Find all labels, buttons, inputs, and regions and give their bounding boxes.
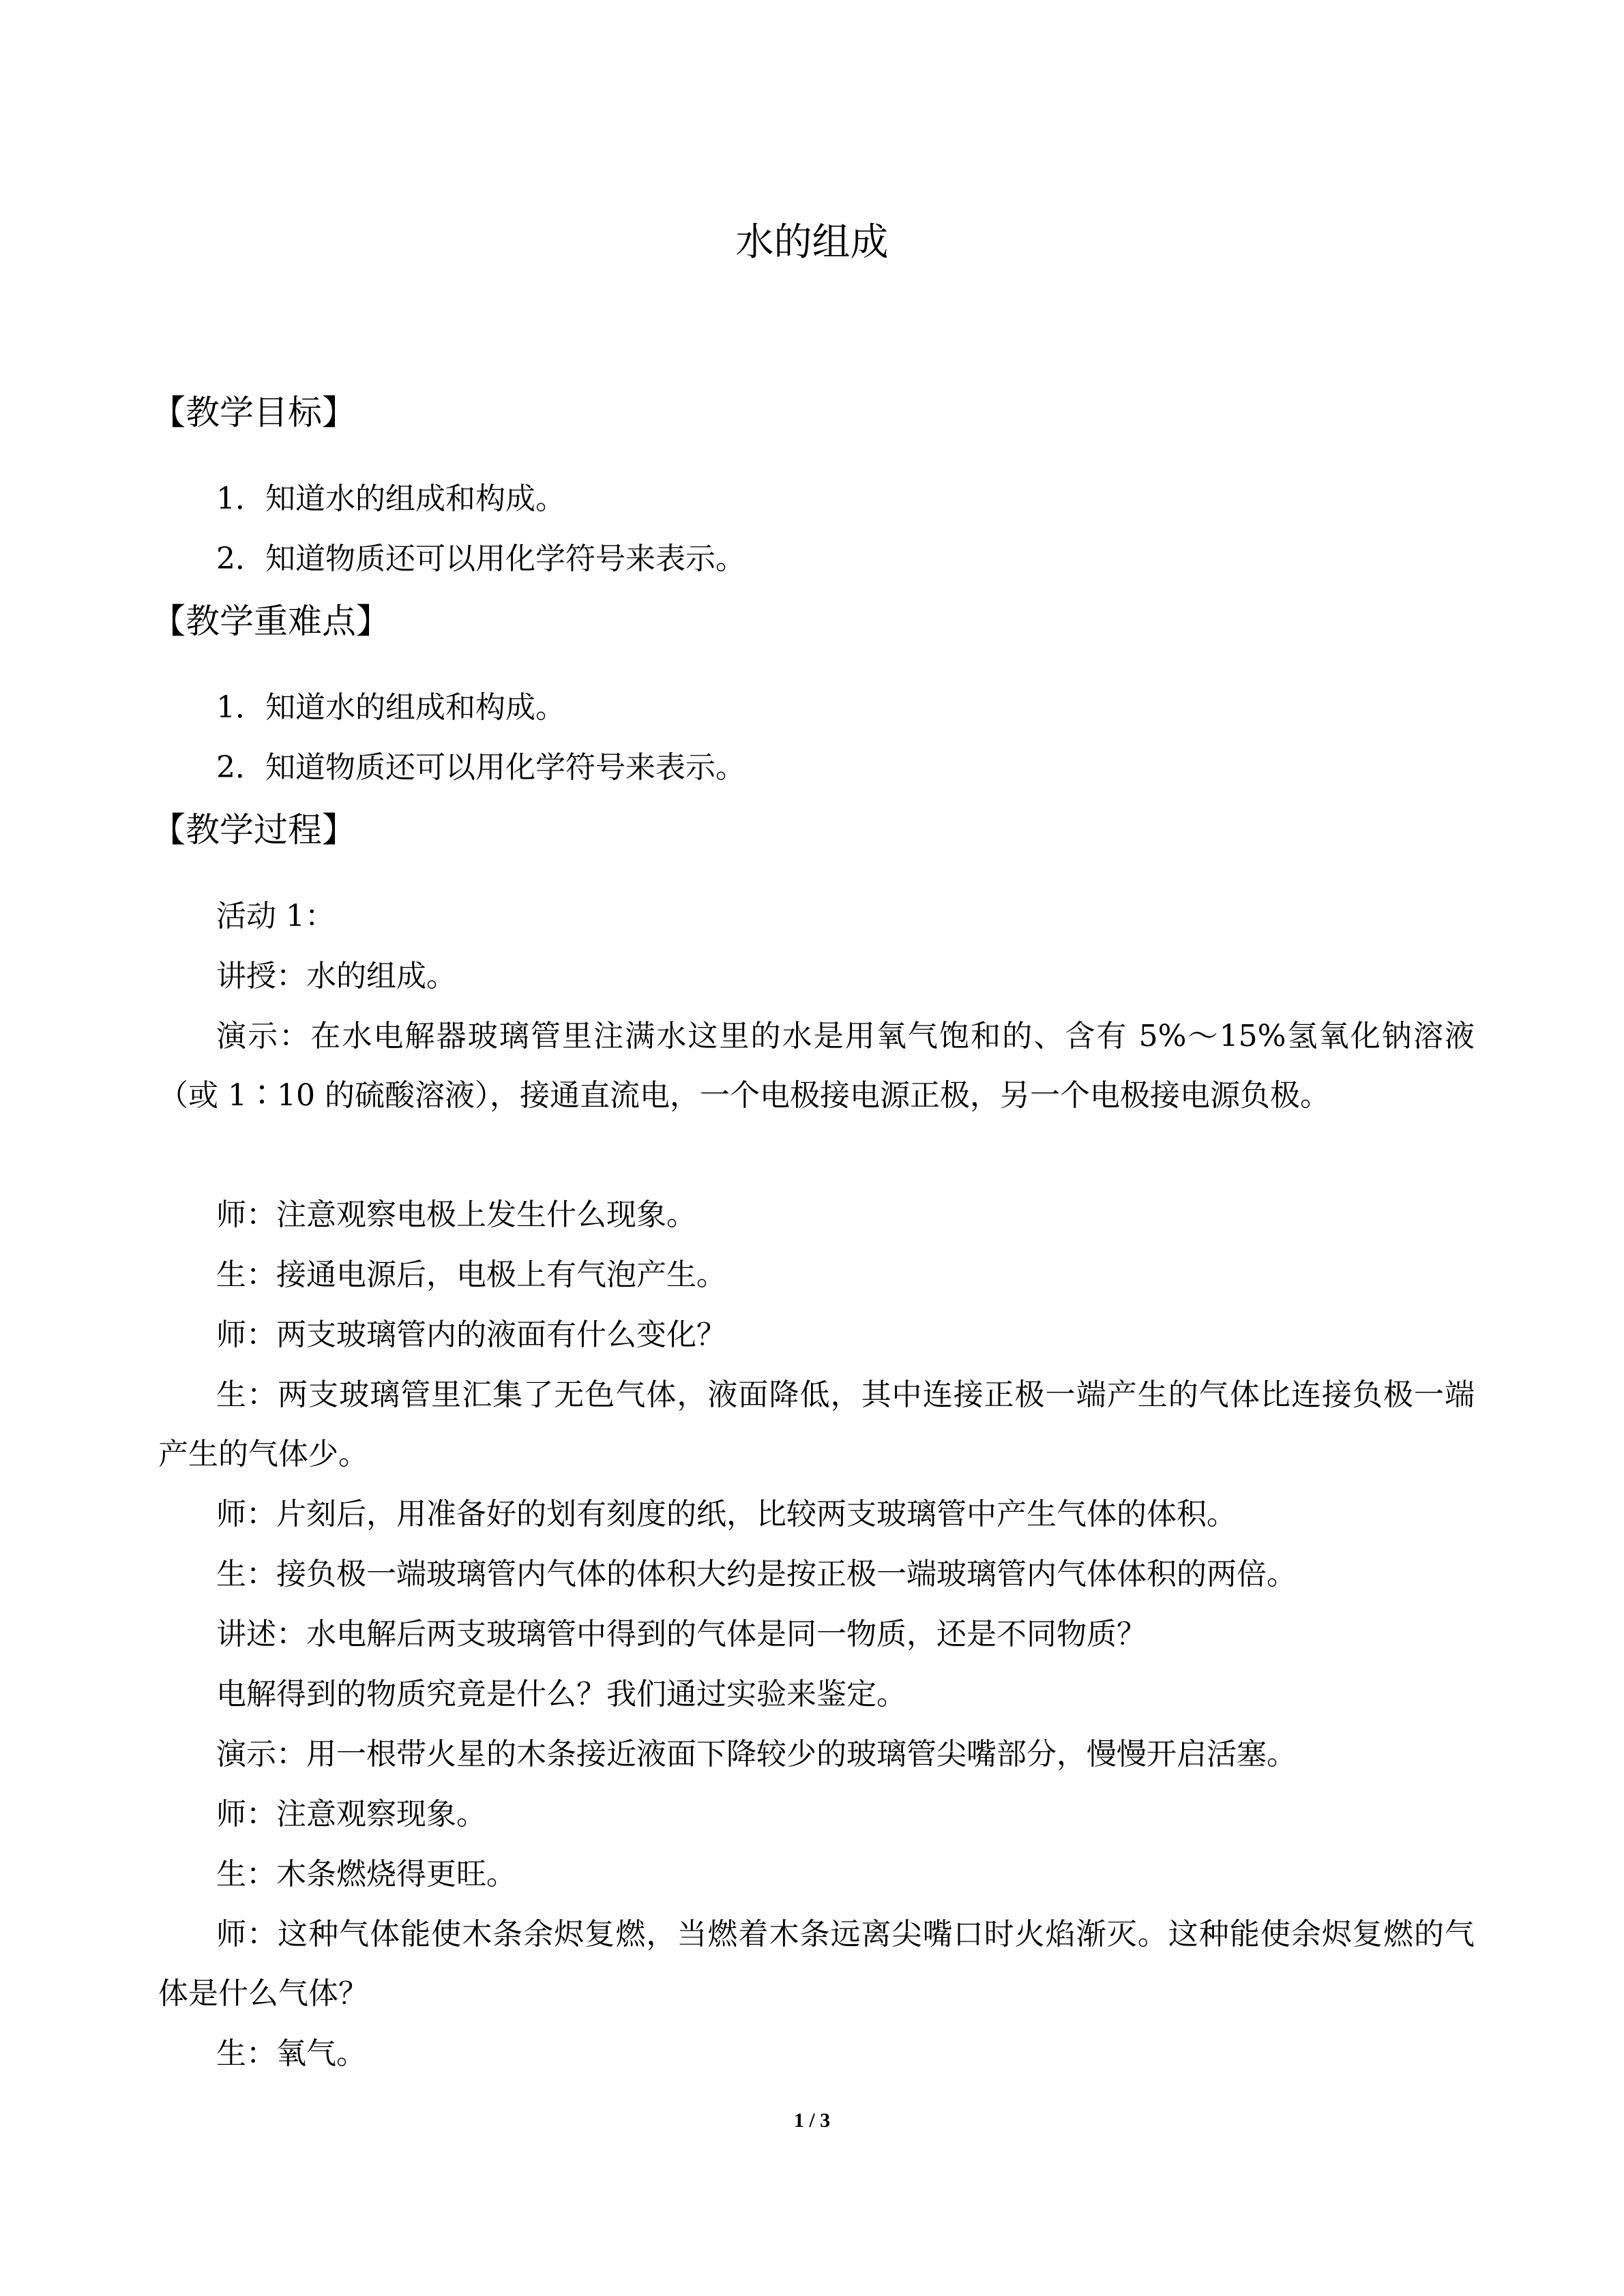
key-point-item-1: 1．知道水的组成和构成。: [216, 690, 565, 725]
process-paragraph-demo-2: 演示：用一根带火星的木条接近液面下降较少的玻璃管尖嘴部分，慢慢开启活塞。: [216, 1737, 1297, 1772]
objective-item-2: 2．知道物质还可以用化学符号来表示。: [216, 541, 745, 576]
document-title: 水的组成: [735, 220, 889, 265]
process-paragraph-teacher-3: 师：片刻后，用准备好的划有刻度的纸，比较两支玻璃管中产生气体的体积。: [216, 1497, 1237, 1532]
process-heading: 【教学过程】: [151, 810, 356, 850]
key-points-heading: 【教学重难点】: [151, 601, 390, 641]
process-paragraph-narration: 讲述：水电解后两支玻璃管中得到的气体是同一物质，还是不同物质？: [216, 1617, 1147, 1652]
process-paragraph-teacher-2: 师：两支玻璃管内的液面有什么变化？: [216, 1317, 726, 1352]
process-paragraph-lecture: 讲授：水的组成。: [216, 959, 456, 994]
process-paragraph-teacher-5: 师：这种气体能使木条余烬复燃，当燃着木条远离尖嘴口时火焰渐灭。这种能使余烬复燃的气体是什么气体？: [158, 1917, 1475, 2011]
objectives-heading: 【教学目标】: [151, 393, 356, 432]
page-number: 1 / 3: [793, 2109, 831, 2132]
process-paragraph-teacher-4: 师：注意观察现象。: [216, 1797, 486, 1832]
process-paragraph-question: 电解得到的物质究竟是什么？我们通过实验来鉴定。: [216, 1677, 906, 1712]
process-paragraph-student-2: 生：两支玻璃管里汇集了无色气体，液面降低，其中连接正极一端产生的气体比连接负极一端产生的气体少。: [158, 1377, 1475, 1472]
process-paragraph-demo-1: 演示：在水电解器玻璃管里注满水这里的水是用氧气饱和的、含有 5%～15%氢氧化钠溶液（或 1∶10 的硫酸溶液），接通直流电，一个电极接电源正极，另一个电极接电源负极。: [158, 1019, 1475, 1113]
process-paragraph-student-4: 生：木条燃烧得更旺。: [216, 1857, 516, 1892]
process-paragraph-student-5: 生：氧气。: [216, 2036, 366, 2071]
key-point-item-2: 2．知道物质还可以用化学符号来表示。: [216, 750, 745, 785]
process-paragraph-student-1: 生：接通电源后，电极上有气泡产生。: [216, 1257, 726, 1292]
process-paragraph-teacher-1: 师：注意观察电极上发生什么现象。: [216, 1197, 696, 1232]
objective-item-1: 1．知道水的组成和构成。: [216, 481, 565, 516]
process-paragraph-student-3: 生：接负极一端玻璃管内气体的体积大约是按正极一端玻璃管内气体体积的两倍。: [216, 1557, 1297, 1592]
process-paragraph-activity: 活动 1：: [216, 899, 335, 934]
